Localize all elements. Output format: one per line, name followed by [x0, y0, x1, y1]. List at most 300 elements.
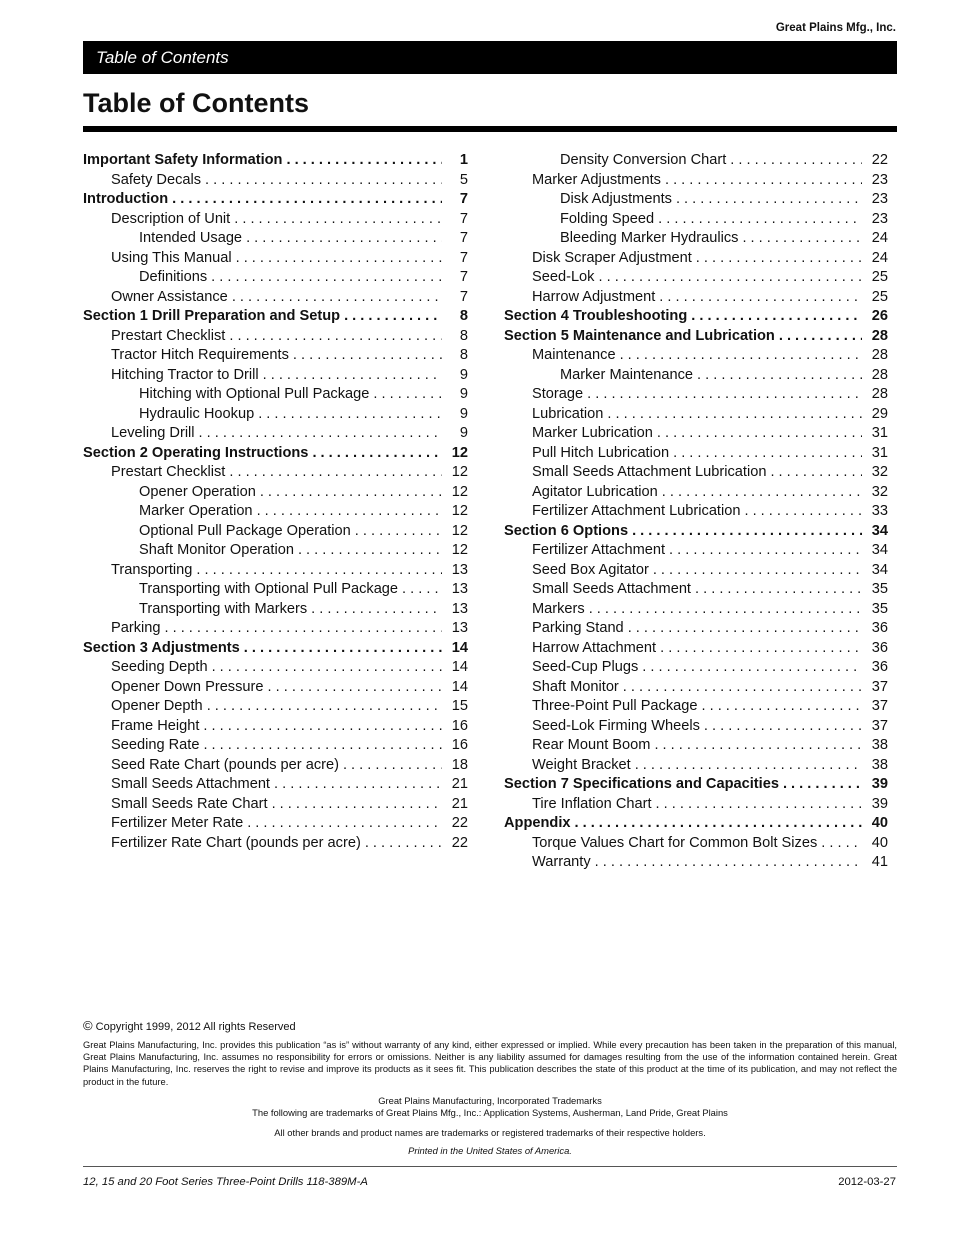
toc-entry-title: Harrow Attachment: [532, 639, 657, 656]
toc-entry-title: Leveling Drill: [111, 425, 195, 441]
toc-leader-dots: [665, 172, 862, 188]
toc-entry[interactable]: [504, 230, 888, 250]
toc-entry-title: Seed-Lok Firming Wheels: [532, 717, 700, 734]
footer-date: 2012-03-27: [838, 1176, 896, 1188]
toc-entry[interactable]: [83, 835, 468, 855]
toc-entry-title: Opener Depth: [111, 698, 203, 714]
toc-entry-page: 28: [871, 386, 888, 402]
toc-entry-page: 13: [451, 581, 468, 597]
toc-leader-dots: [635, 757, 862, 773]
toc-entry[interactable]: [83, 542, 468, 562]
toc-entry[interactable]: [504, 698, 888, 718]
toc-entry-title: Small Seeds Attachment: [532, 581, 691, 597]
toc-entry-page: 8: [459, 347, 468, 363]
toc-entry[interactable]: [83, 250, 468, 270]
toc-leader-dots: [344, 308, 442, 324]
toc-entry[interactable]: [504, 757, 888, 777]
toc-entry[interactable]: [83, 679, 468, 699]
toc-leader-dots: [229, 464, 442, 480]
toc-entry-title: Opener Down Pressure: [111, 678, 264, 695]
copyright-line: [83, 1018, 296, 1033]
toc-entry[interactable]: [504, 542, 888, 562]
toc-entry-title: Prestart Checklist: [111, 464, 226, 480]
toc-entry-title: Section 1 Drill Preparation and Setup: [83, 308, 341, 324]
toc-leader-dots: [770, 464, 862, 480]
toc-entry-title: Hitching Tractor to Drill: [111, 366, 259, 383]
copyright-symbol: ©: [83, 1018, 93, 1033]
toc-entry-page: 9: [459, 425, 468, 441]
toc-entry-title: Seed Rate Chart (pounds per acre): [111, 756, 339, 773]
toc-entry[interactable]: [83, 308, 468, 328]
toc-entry[interactable]: [83, 211, 468, 231]
toc-leader-dots: [164, 620, 442, 636]
toc-leader-dots: [258, 406, 442, 422]
toc-entry-page: 21: [451, 776, 468, 792]
toc-entry-page: 28: [871, 347, 888, 363]
toc-leader-dots: [355, 523, 442, 539]
toc-entry-title: Owner Assistance: [111, 288, 228, 305]
toc-entry[interactable]: [504, 640, 888, 660]
toc-entry[interactable]: [504, 367, 888, 387]
toc-entry-title: Tire Inflation Chart: [532, 795, 652, 812]
toc-leader-dots: [669, 542, 862, 558]
toc-entry-page: 14: [451, 678, 468, 695]
toc-entry-page: 14: [451, 659, 468, 675]
toc-entry[interactable]: [83, 367, 468, 387]
toc-entry-page: 39: [871, 776, 888, 792]
toc-entry-page: 31: [871, 444, 888, 461]
toc-entry-page: 38: [871, 737, 888, 753]
toc-entry-title: Folding Speed: [560, 210, 655, 227]
toc-entry-title: Tractor Hitch Requirements: [111, 347, 289, 363]
toc-entry-title: Transporting with Markers: [139, 600, 308, 617]
toc-entry-page: 13: [451, 561, 468, 578]
toc-leader-dots: [660, 640, 862, 656]
toc-entry-title: Torque Values Chart for Common Bolt Sizes: [532, 834, 818, 851]
toc-leader-dots: [234, 211, 442, 227]
toc-entry-title: Fertilizer Rate Chart (pounds per acre): [111, 834, 361, 851]
toc-entry[interactable]: [504, 815, 888, 835]
toc-entry-page: 32: [871, 483, 888, 500]
toc-leader-dots: [779, 328, 862, 344]
toc-entry-page: 34: [871, 522, 888, 539]
toc-entry[interactable]: [504, 659, 888, 679]
toc-leader-dots: [236, 250, 442, 266]
toc-leader-dots: [268, 679, 443, 695]
toc-leader-dots: [373, 386, 442, 402]
toc-entry-title: Definitions: [139, 269, 208, 285]
toc-entry[interactable]: [504, 308, 888, 328]
toc-entry-page: 12: [451, 522, 468, 539]
toc-entry-title: Hitching with Optional Pull Package: [139, 386, 370, 402]
toc-entry-page: 14: [451, 639, 468, 656]
toc-entry-page: 16: [451, 717, 468, 734]
toc-entry-page: 9: [459, 386, 468, 402]
toc-entry-title: Introduction: [83, 191, 169, 207]
toc-leader-dots: [365, 835, 442, 851]
toc-entry-page: 12: [451, 444, 468, 461]
toc-entry-title: Section 4 Troubleshooting: [504, 308, 688, 324]
toc-leader-dots: [402, 581, 442, 597]
toc-leader-dots: [676, 191, 862, 207]
toc-leader-dots: [730, 152, 862, 168]
toc-entry-page: 40: [871, 815, 888, 831]
toc-entry-title: Marker Maintenance: [560, 366, 694, 383]
toc-entry[interactable]: [504, 445, 888, 465]
toc-entry[interactable]: [83, 464, 468, 484]
toc-entry-page: 8: [459, 327, 468, 344]
toc-leader-dots: [207, 698, 442, 714]
toc-leader-dots: [343, 757, 442, 773]
toc-entry[interactable]: [83, 601, 468, 621]
toc-entry-title: Section 2 Operating Instructions: [83, 444, 309, 461]
toc-entry-title: Shaft Monitor: [532, 678, 619, 695]
toc-entry-page: 13: [451, 620, 468, 636]
toc-entry[interactable]: [83, 406, 468, 426]
toc-entry[interactable]: [504, 191, 888, 211]
toc-entry-title: Section 5 Maintenance and Lubrication: [504, 327, 775, 344]
toc-entry-page: 25: [871, 288, 888, 305]
toc-entry-title: Intended Usage: [139, 230, 243, 246]
toc-entry-page: 9: [459, 405, 468, 422]
toc-leader-dots: [244, 640, 442, 656]
toc-entry-page: 13: [451, 600, 468, 617]
toc-entry-page: 5: [459, 171, 468, 188]
toc-entry[interactable]: [504, 601, 888, 621]
toc-leader-dots: [293, 347, 442, 363]
toc-entry-page: 37: [871, 698, 888, 714]
toc-entry-title: Marker Adjustments: [532, 171, 661, 188]
toc-entry[interactable]: [504, 562, 888, 582]
toc-entry[interactable]: [504, 737, 888, 757]
toc-entry-title: Seed-Cup Plugs: [532, 659, 639, 675]
toc-entry[interactable]: [504, 581, 888, 601]
toc-entry-title: Bleeding Marker Hydraulics: [560, 230, 739, 246]
toc-leader-dots: [704, 718, 862, 734]
toc-entry[interactable]: [83, 581, 468, 601]
toc-leader-dots: [196, 562, 442, 578]
toc-entry[interactable]: [504, 425, 888, 445]
company-name: Great Plains Mfg., Inc.: [775, 22, 896, 34]
toc-entry-title: Transporting: [111, 561, 193, 578]
toc-entry-page: 23: [871, 171, 888, 188]
toc-entry-title: Section 6 Options: [504, 522, 629, 539]
toc-entry-page: 16: [451, 737, 468, 753]
toc-entry-page: 7: [459, 210, 468, 227]
title-rule: [83, 126, 897, 132]
toc-entry[interactable]: [504, 718, 888, 738]
toc-leader-dots: [199, 425, 442, 441]
toc-entry-title: Parking: [111, 620, 161, 636]
toc-leader-dots: [657, 425, 862, 441]
toc-leader-dots: [701, 698, 862, 714]
toc-entry[interactable]: [504, 620, 888, 640]
toc-leader-dots: [744, 503, 862, 519]
toc-entry[interactable]: [83, 523, 468, 543]
toc-entry[interactable]: [83, 757, 468, 777]
toc-entry-title: Section 7 Specifications and Capacities: [504, 776, 779, 792]
toc-entry[interactable]: [83, 269, 468, 289]
toc-entry-page: 12: [451, 542, 468, 558]
toc-entry[interactable]: [504, 347, 888, 367]
toc-entry[interactable]: [83, 230, 468, 250]
toc-entry-page: 41: [871, 854, 888, 870]
toc-entry-title: Weight Bracket: [532, 756, 631, 773]
toc-entry-title: Fertilizer Meter Rate: [111, 815, 244, 831]
trademark-heading: Great Plains Manufacturing, Incorporated Trademarks: [378, 1095, 602, 1106]
toc-entry[interactable]: [504, 172, 888, 192]
toc-entry-title: Disk Adjustments: [560, 191, 672, 207]
toc-entry[interactable]: [504, 211, 888, 231]
toc-entry-page: 26: [871, 308, 888, 324]
toc-entry-title: Storage: [532, 386, 584, 402]
toc-entry[interactable]: [504, 152, 888, 172]
toc-entry[interactable]: [504, 796, 888, 816]
toc-entry[interactable]: [504, 523, 888, 543]
toc-entry[interactable]: [83, 445, 468, 465]
toc-leader-dots: [257, 503, 442, 519]
footer-rule: [83, 1166, 897, 1167]
toc-entry[interactable]: [83, 776, 468, 796]
toc-entry[interactable]: [504, 854, 888, 874]
toc-entry-title: Markers: [532, 600, 585, 617]
toc-leader-dots: [656, 796, 862, 812]
toc-leader-dots: [311, 601, 442, 617]
toc-entry-title: Opener Operation: [139, 483, 256, 500]
toc-entry[interactable]: [83, 484, 468, 504]
toc-leader-dots: [247, 815, 442, 831]
toc-entry[interactable]: [504, 503, 888, 523]
toc-entry[interactable]: [83, 191, 468, 211]
toc-entry-page: 7: [459, 249, 468, 266]
toc-entry-page: 35: [871, 600, 888, 617]
toc-leader-dots: [658, 211, 862, 227]
toc-entry-title: Agitator Lubrication: [532, 483, 658, 500]
toc-entry[interactable]: [504, 835, 888, 855]
toc-entry-page: 12: [451, 483, 468, 500]
printed-notice: Printed in the United States of America.: [408, 1145, 572, 1156]
toc-entry[interactable]: [83, 796, 468, 816]
toc-leader-dots: [628, 620, 862, 636]
toc-entry-title: Density Conversion Chart: [560, 152, 727, 168]
toc-entry-title: Fertilizer Attachment Lubrication: [532, 503, 741, 519]
toc-entry-title: Small Seeds Attachment: [111, 776, 270, 792]
toc-entry-title: Seed-Lok: [532, 269, 595, 285]
toc-entry[interactable]: [504, 464, 888, 484]
toc-leader-dots: [172, 191, 442, 207]
toc-entry-title: Disk Scraper Adjustment: [532, 249, 692, 266]
toc-leader-dots: [632, 523, 862, 539]
toc-leader-dots: [272, 796, 442, 812]
toc-entry-title: Optional Pull Package Operation: [139, 522, 351, 539]
toc-entry[interactable]: [83, 289, 468, 309]
toc-entry-title: Appendix: [504, 815, 571, 831]
toc-leader-dots: [286, 152, 442, 168]
toc-entry[interactable]: [83, 562, 468, 582]
toc-entry-page: 34: [871, 561, 888, 578]
toc-entry[interactable]: [83, 698, 468, 718]
toc-entry-page: 36: [871, 659, 888, 675]
page-title: Table of Contents: [83, 88, 309, 118]
toc-entry-page: 22: [451, 815, 468, 831]
toc-entry[interactable]: [83, 347, 468, 367]
toc-entry-page: 35: [871, 581, 888, 597]
toc-leader-dots: [211, 269, 442, 285]
toc-entry-title: Pull Hitch Lubrication: [532, 444, 670, 461]
toc-leader-dots: [312, 445, 442, 461]
toc-entry-page: 7: [459, 230, 468, 246]
toc-entry-page: 1: [459, 152, 468, 168]
toc-entry[interactable]: [83, 503, 468, 523]
toc-entry-title: Small Seeds Attachment Lubrication: [532, 464, 767, 480]
toc-entry-page: 7: [459, 191, 468, 207]
toc-leader-dots: [260, 484, 442, 500]
toc-entry[interactable]: [504, 386, 888, 406]
toc-entry[interactable]: [504, 289, 888, 309]
toc-entry[interactable]: [83, 815, 468, 835]
toc-entry-title: Using This Manual: [111, 249, 232, 266]
toc-entry[interactable]: [83, 718, 468, 738]
toc-leader-dots: [742, 230, 862, 246]
toc-leader-dots: [574, 815, 862, 831]
toc-leader-dots: [607, 406, 862, 422]
toc-leader-dots: [691, 308, 862, 324]
toc-leader-dots: [203, 718, 442, 734]
toc-entry[interactable]: [504, 776, 888, 796]
toc-entry-title: Parking Stand: [532, 620, 624, 636]
toc-entry-title: Harrow Adjustment: [532, 288, 656, 305]
toc-leader-dots: [696, 250, 862, 266]
toc-entry-page: 34: [871, 542, 888, 558]
toc-entry[interactable]: [504, 250, 888, 270]
toc-entry-title: Description of Unit: [111, 210, 231, 227]
toc-entry-title: Fertilizer Attachment: [532, 542, 666, 558]
toc-entry-page: 33: [871, 503, 888, 519]
toc-leader-dots: [212, 659, 442, 675]
toc-entry[interactable]: [83, 386, 468, 406]
toc-entry-page: 24: [871, 230, 888, 246]
toc-entry[interactable]: [504, 328, 888, 348]
toc-entry-page: 37: [871, 717, 888, 734]
toc-leader-dots: [654, 737, 862, 753]
toc-leader-dots: [695, 581, 862, 597]
toc-leader-dots: [662, 484, 862, 500]
toc-entry-title: Three-Point Pull Package: [532, 698, 698, 714]
toc-entry-page: 23: [871, 210, 888, 227]
toc-entry-title: Section 3 Adjustments: [83, 639, 240, 656]
toc-entry[interactable]: [504, 484, 888, 504]
toc-entry-page: 37: [871, 678, 888, 695]
toc-leader-dots: [232, 289, 442, 305]
footer-title: 12, 15 and 20 Foot Series Three-Point Drills 118-389M-A: [83, 1176, 368, 1188]
toc-entry[interactable]: [83, 620, 468, 640]
toc-entry-title: Hydraulic Hookup: [139, 405, 255, 422]
toc-entry-page: 23: [871, 191, 888, 207]
toc-entry-page: 24: [871, 249, 888, 266]
toc-entry-title: Frame Height: [111, 717, 200, 734]
toc-leader-dots: [623, 679, 862, 695]
toc-leader-dots: [203, 737, 442, 753]
toc-entry-title: Safety Decals: [111, 171, 202, 188]
toc-entry-page: 7: [459, 269, 468, 285]
toc-entry[interactable]: [83, 328, 468, 348]
toc-entry-page: 40: [871, 834, 888, 851]
toc-entry-title: Seed Box Agitator: [532, 561, 649, 578]
trademark-other: All other brands and product names are trademarks or registered trademarks of their respective holders.: [274, 1127, 706, 1138]
toc-entry-page: 15: [451, 698, 468, 714]
toc-entry-title: Shaft Monitor Operation: [139, 542, 294, 558]
toc-entry[interactable]: [83, 640, 468, 660]
toc-entry[interactable]: [83, 425, 468, 445]
toc-entry-page: 25: [871, 269, 888, 285]
toc-entry-title: Important Safety Information: [83, 152, 283, 168]
toc-column-left: [83, 152, 468, 854]
toc-leader-dots: [653, 562, 862, 578]
section-banner: Table of Contents: [83, 41, 897, 74]
toc-leader-dots: [298, 542, 442, 558]
toc-entry-page: 31: [871, 425, 888, 441]
toc-entry-title: Prestart Checklist: [111, 327, 226, 344]
toc-entry-page: 28: [871, 327, 888, 344]
toc-entry-page: 32: [871, 464, 888, 480]
toc-leader-dots: [274, 776, 442, 792]
toc-entry-page: 12: [451, 503, 468, 519]
toc-entry-page: 36: [871, 620, 888, 636]
toc-leader-dots: [659, 289, 862, 305]
toc-entry[interactable]: [83, 152, 468, 172]
toc-leader-dots: [595, 854, 862, 870]
toc-leader-dots: [697, 367, 862, 383]
toc-leader-dots: [598, 269, 862, 285]
toc-entry[interactable]: [504, 679, 888, 699]
toc-entry-page: 28: [871, 366, 888, 383]
toc-entry-page: 29: [871, 405, 888, 422]
toc-entry-title: Small Seeds Rate Chart: [111, 795, 268, 812]
toc-entry-title: Seeding Rate: [111, 737, 200, 753]
toc-entry-page: 12: [451, 464, 468, 480]
toc-entry[interactable]: [83, 172, 468, 192]
toc-entry[interactable]: [83, 737, 468, 757]
toc-entry-page: 36: [871, 639, 888, 656]
toc-entry-page: 8: [459, 308, 468, 324]
toc-leader-dots: [821, 835, 862, 851]
toc-entry-page: 39: [871, 795, 888, 812]
toc-entry[interactable]: [504, 269, 888, 289]
toc-leader-dots: [205, 172, 442, 188]
toc-leader-dots: [642, 659, 862, 675]
toc-leader-dots: [620, 347, 862, 363]
toc-column-right: [504, 152, 888, 874]
toc-entry[interactable]: [504, 406, 888, 426]
toc-leader-dots: [229, 328, 442, 344]
toc-leader-dots: [263, 367, 442, 383]
toc-leader-dots: [587, 386, 862, 402]
toc-entry[interactable]: [83, 659, 468, 679]
toc-entry-page: 9: [459, 366, 468, 383]
toc-entry-title: Rear Mount Boom: [532, 737, 651, 753]
toc-entry-page: 38: [871, 756, 888, 773]
toc-entry-page: 7: [459, 288, 468, 305]
toc-entry-page: 22: [451, 834, 468, 851]
trademark-list: The following are trademarks of Great Plains Mfg., Inc.: Application Systems, Ausherman, Land Pride, Great Plains: [252, 1107, 728, 1118]
copyright-text: Copyright 1999, 2012 All rights Reserved: [95, 1021, 296, 1033]
toc-entry-title: Marker Lubrication: [532, 425, 653, 441]
toc-entry-page: 22: [871, 152, 888, 168]
toc-leader-dots: [246, 230, 442, 246]
toc-leader-dots: [783, 776, 862, 792]
toc-leader-dots: [673, 445, 862, 461]
toc-leader-dots: [589, 601, 862, 617]
